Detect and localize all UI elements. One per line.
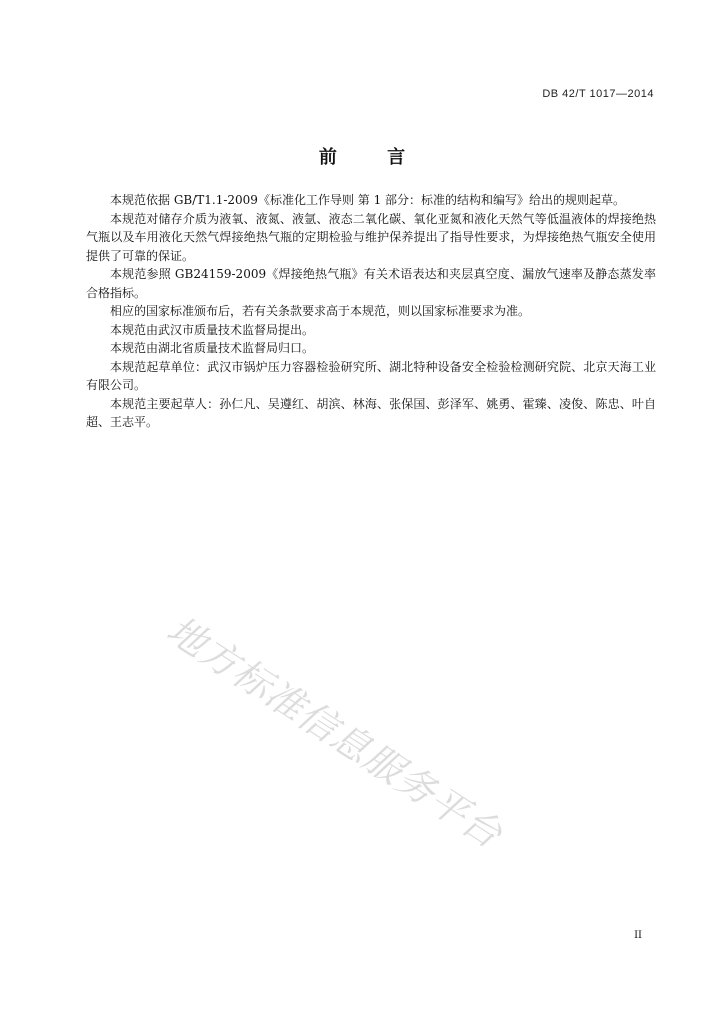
watermark: 地方标准信息服务平台 — [159, 607, 511, 857]
paragraph-scope: 本规范对储存介质为液氧、液氮、液氩、液态二氧化碳、氧化亚氮和液化天然气等低温液体的焊接绝热气瓶以及车用液化天然气焊接绝热气瓶的定期检验与维护保养提出了指导性要求，为焊接绝热气瓶安全使用提供了可靠的保证。 — [86, 211, 656, 263]
standard-code: DB 42/T 1017—2014 — [542, 88, 654, 100]
page-title: 前 言 — [318, 147, 428, 168]
paragraph-reference: 本规范参照 GB24159-2009《焊接绝热气瓶》有关术语表达和夹层真空度、漏放气速率及静态蒸发率合格指标。 — [86, 267, 656, 300]
paragraph-proposer: 本规范由武汉市质量技术监督局提出。 — [110, 322, 315, 337]
foreword-body — [86, 191, 656, 432]
paragraph-precedence: 相应的国家标准颁布后，若有关条款要求高于本规范，则以国家标准要求为准。 — [110, 304, 531, 318]
paragraph-drafters: 本规范主要起草人：孙仁凡、吴遵红、胡滨、林海、张保国、彭泽军、姚勇、霍臻、凌俊、陈忠、叶自超、王志平。 — [86, 396, 656, 429]
paragraph-administrator: 本规范由湖北省质量技术监督局归口。 — [110, 341, 315, 355]
paragraph-drafting-units: 本规范起草单位：武汉市锅炉压力容器检验研究所、湖北特种设备安全检验检测研究院、北京天海工业有限公司。 — [86, 359, 656, 392]
paragraph-basis: 本规范依据 GB/T1.1-2009《标准化工作导则 第 1 部分：标准的结构和编写》给出的规则起草。 — [110, 193, 626, 207]
page-number: II — [634, 930, 642, 941]
